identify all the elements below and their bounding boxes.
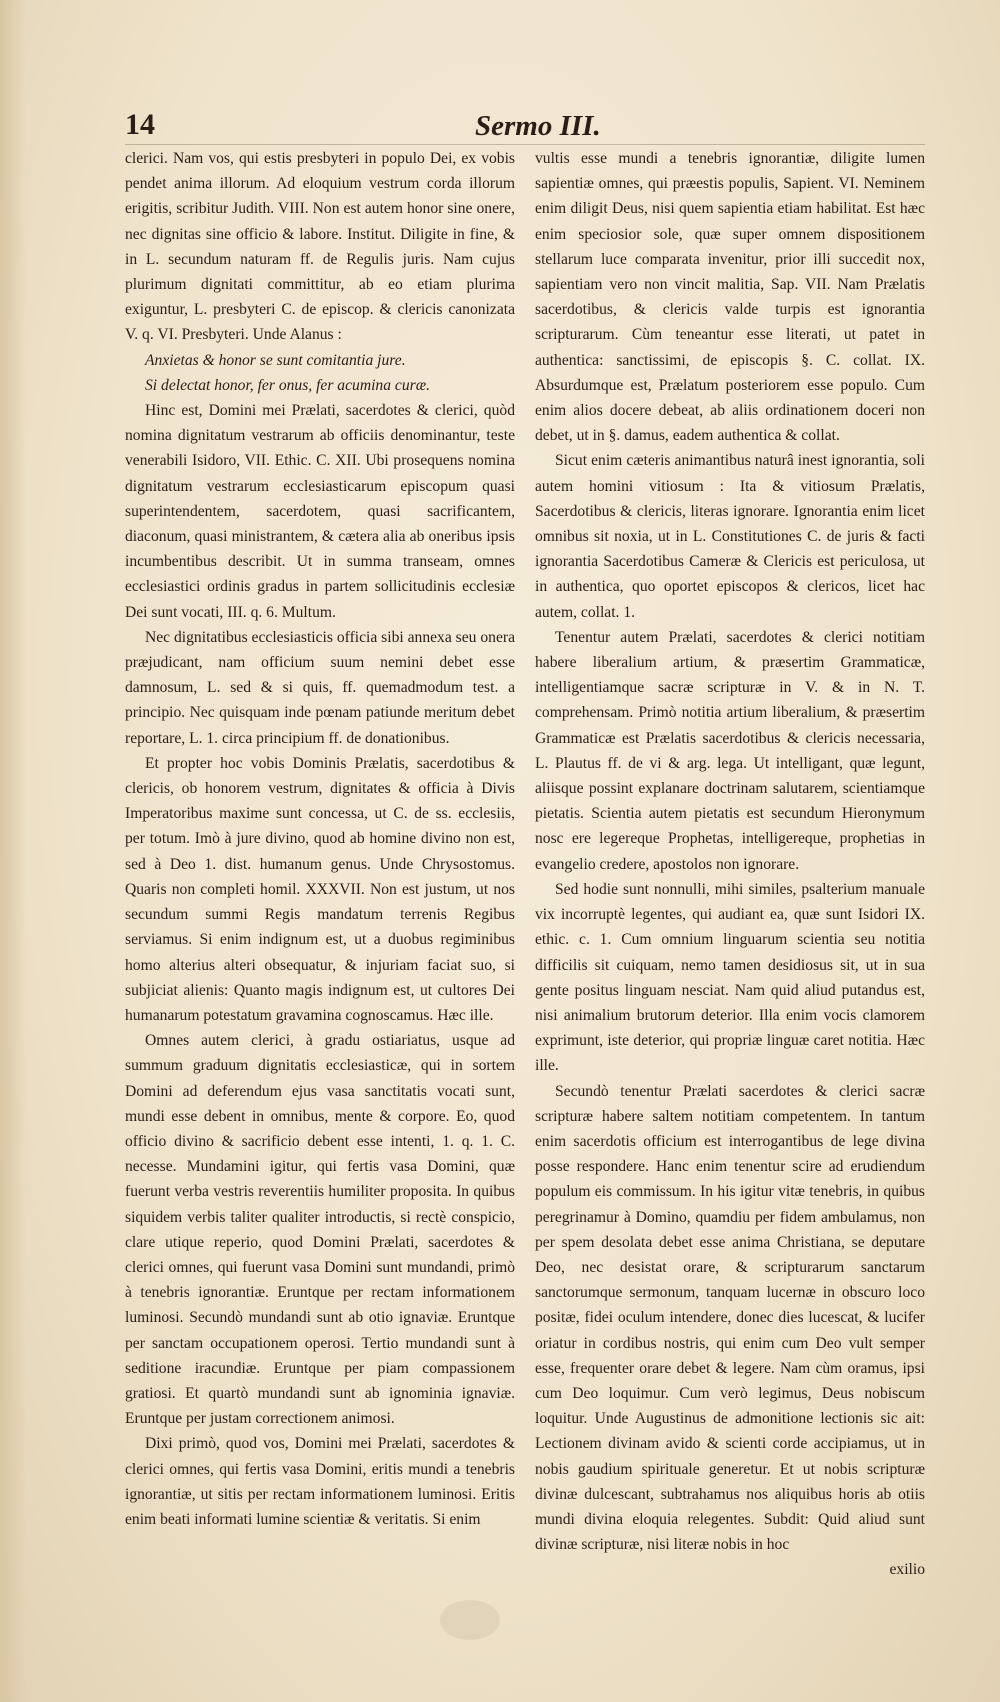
page-edge-shadow	[0, 0, 26, 1702]
page-header	[125, 108, 925, 148]
catchword: exilio	[889, 1561, 925, 1579]
running-title: Sermo III.	[475, 110, 601, 142]
paragraph: vultis esse mundi a tenebris ignorantiæ, diligite lumen sapientiæ omnes, qui præestis populis, Sapient. VI. Neminem enim diligit Deus, nisi quem sapientia etiam habilitat. Est hæc enim speciosior sole, quæ super omnem dispositionem stellarum luce comparata invenitur, prior illi succedit nox, sapientiam vero non vincit malitia, Sap. VII. Nam Prælatis sacerdotibus, & clericis valde turpis est ignorantia scripturarum. Cùm teneantur esse literati, ut patet in authentica: sanctissimi, de episcopis §. C. collat. IX. Absurdumque est, Prælatum posteriorem esse populo. Cum enim alios docere debeat, ab aliis ordinationem doceri non debet, ut in §. damus, eadem authentica & collat.	[535, 150, 925, 445]
right-column	[535, 146, 925, 1686]
paragraph: Secundò tenentur Prælati sacerdotes & clerici sacræ scripturæ habere saltem notitiam competentem. In tantum enim sacerdotis officium est interrogantibus de lege divina posse respondere. Hanc enim tenentur scire ad erudiendum populum eis commissum. In his igitur vitæ tenebris, in quibus peregrinamur à Domino, quamdiu per fidem ambulamus, non per spem desolata debet esse anima Christiana, se deputare Deo, nec desistat orare, & scripturarum sanctarum sanctorumque sermonum, tanquam lucernæ in obscuro loco positæ, fidei oculum intendere, donec dies lucescat, & lucifer oriatur in cordibus nostris, qui enim cum Deo vult semper esse, frequenter orare debet & legere. Nam cùm oramus, ipsi cum Deo loquimur. Cum verò legimus, Deus nobiscum loquitur. Unde Augustinus de admonitione lectionis sic ait: Lectionem divinam avido & scienti corde accipiamus, ut in nobis gaudium spirituale generetur. Et ut nobis scripturæ divinæ dulcescant, subtrahamus nos aliquibus horis ab otiis mundi divina eloquia relegentes. Subdit: Quid aliud sunt divinæ scripturæ, nisi literæ nobis in hoc	[535, 1082, 925, 1554]
paragraph: Sicut enim cæteris animantibus naturâ inest ignorantia, soli autem homini vitiosum : Ita & vitiosum Prælatis, Sacerdotibus & clericis, literas ignorare. Ignorantia enim licet omnibus sit noxia, ut in L. Constitutiones C. de juris & facti ignorantia Sacerdotibus Cameræ & Clericis est periculosa, ut in authentica, quo oportet episcopos & clericos, licet hac autem, collat. 1.	[535, 452, 925, 621]
left-column	[125, 146, 515, 1686]
header-rule	[125, 144, 925, 145]
verse-line: Si delectat honor, fer onus, fer acumina curæ.	[145, 376, 430, 394]
paragraph: Hinc est, Domini mei Prælati, sacerdotes & clerici, quòd nomina dignitatum vestrarum ab officiis denominantur, teste venerabili Isidoro, VII. Ethic. C. XII. Ubi prosequens nomina dignitatum vestrarum ecclesiasticarum episcopum quasi superintendentem, sacerdotem, quasi sacrificantem, diaconum, quasi ministrantem, & cætera alia ab oneribus ipsis incumbentibus describit. Ut in summa transeam, omnes ecclesiastici ordinis gradus in partem sollicitudinis ecclesiæ Dei sunt vocati, III. q. 6. Multum.	[125, 402, 515, 621]
paragraph: Dixi primò, quod vos, Domini mei Prælati, sacerdotes & clerici omnes, qui fertis vasa Domini, eritis mundi a tenebris ignorantiæ, ut sitis per rectam informationem luminosi. Eritis enim beati informati lumine scientiæ & veritatis. Si enim	[125, 1435, 515, 1528]
paragraph: Tenentur autem Prælati, sacerdotes & clerici notitiam habere liberalium artium, & præsertim Grammaticæ, intelligentiamque sacræ scripturæ in V. & in N. T. comprehensam. Primò notitia artium liberalium, & præsertim Grammaticæ est Prælatis sacerdotibus & clericis necessaria, L. Plautus ff. de vi & arg. lega. Ut intelligant, quæ legunt, aliisque possint explanare doctrinam salutarem, scientiamque pietatis. Scientia autem pietatis est secundum Hieronymum nosc ere legereque Prophetas, intelligereque, prophetias in evangelio credere, apostolos non ignorare.	[535, 628, 925, 873]
paragraph: Nec dignitatibus ecclesiasticis officia sibi annexa seu onera præjudicant, nam officium suum nemini debet esse damnosum, L. sed & si quis, ff. quemadmodum test. a principio. Nec quisquam inde pœnam patiunde meritum debet reportare, L. 1. circa principium ff. de donationibus.	[125, 628, 515, 747]
paragraph: Et propter hoc vobis Dominis Prælatis, sacerdotibus & clericis, ob honorem vestrum, dignitates & officia à Divis Imperatoribus maxime sunt concessa, ut C. de ss. ecclesiis, per totum. Imò à jure divino, quod ab homine divino non est, sed à Deo 1. dist. humanum genus. Unde Chrysostomus. Quaris non completi homil. XXXVII. Non est justum, ut nos secundum summi Regis mandatum terrenis Regibus serviamus. Si enim indignum est, ut a duobus regiminibus homo alterius alteri obsequatur, & injuriam faciat suo, si subjiciat alienis: Quanto magis indignum est, ut cultores Dei humanarum potestatum gravamina cognoscamus. Hæc ille.	[125, 754, 515, 1024]
paragraph: clerici. Nam vos, qui estis presbyteri in populo Dei, ex vobis pendet anima illorum. Ad eloquium vestrum corda illorum erigitis, scribitur Judith. VIII. Non est autem honor sine onere, nec dignitas sine officio & labore. Institut. Diligite in fine, & in L. secundum naturam ff. de Regulis juris. Nam cujus plurimum dignitati committitur, ab eo etiam plurima exiguntur, L. presbyteri C. de episcop. & clericis canonizata V. q. VI. Presbyteri. Unde Alanus :	[125, 150, 515, 344]
paragraph: Omnes autem clerici, à gradu ostiariatus, usque ad summum graduum dignitatis ecclesiasticæ, qui in sortem Domini ad deferendum ejus vasa sanctitatis vocati sunt, mundi esse debent in omnibus, mente & corpore. Eo, quod officio divino & sacrificio debent esse intenti, 1. q. 1. C. necesse. Mundamini igitur, qui fertis vasa Domini, quæ fuerunt verba vestris reverentiis humiliter proposita. In quibus siquidem verbis taliter qualiter introductis, si rectè conspicio, clare utique reperio, quod Domini Prælati, sacerdotes & clerici omnes, qui fuerunt vasa Domini sunt mundandi, primò à tenebris ignorantiæ. Eruntque per rectam informationem luminosi. Secundò mundandi sunt ab otio ignaviæ. Eruntque per sanctam occupationem operosi. Tertio mundandi sunt à seditione iracundiæ. Eruntque per piam compassionem gratiosi. Et quartò mundandi sunt ab ignominia ignaviæ. Eruntque per justam correctionem animosi.	[125, 1032, 515, 1428]
page-number: 14	[125, 108, 155, 141]
paragraph: Sed hodie sunt nonnulli, mihi similes, psalterium manuale vix incorruptè legentes, qui audiant ea, quæ sunt Isidori IX. ethic. c. 1. Cum omnium linguarum scientia seu notitia difficilis sit cuiquam, nemo tamen desidiosus sit, ut in sua gente positus linguam nesciat. Nam quid aliud putandus est, nisi animalium brutorum deterior. Illa enim vocis clamorem exprimunt, iste deterior, qui propriæ linguæ caret notitia. Hæc ille.	[535, 880, 925, 1075]
verse-line: Anxietas & honor se sunt comitantia jure.	[145, 351, 406, 369]
